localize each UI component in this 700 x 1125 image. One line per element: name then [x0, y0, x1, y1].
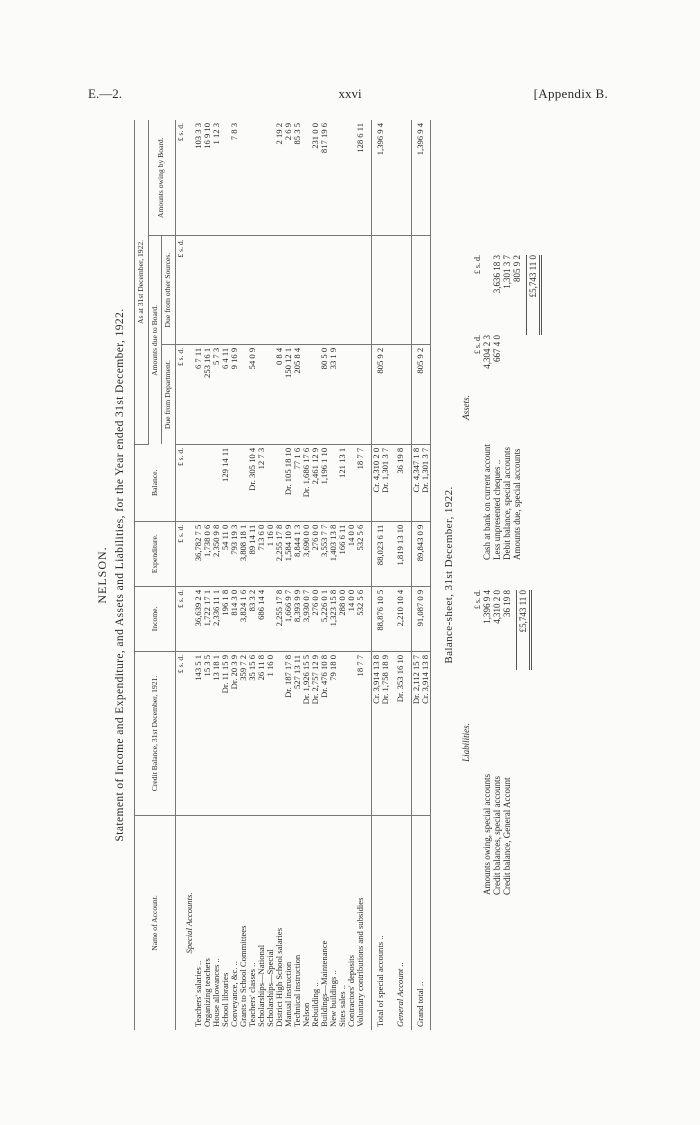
liability-amount: 1,396 9 4 — [481, 590, 492, 624]
owing-cell — [329, 120, 338, 236]
balance-cell: 121 13 1 — [338, 444, 347, 521]
expenditure-cell: 54 11 0 — [221, 521, 230, 586]
liability-label: Credit balances, special accounts — [491, 776, 502, 895]
balance-cell: Dr. 105 18 10 — [284, 444, 293, 521]
credit-balance-cell: 35 15 6 — [248, 651, 257, 815]
table-row — [266, 120, 275, 1030]
grand-total-income-line: 91,087 0 9 — [415, 589, 425, 627]
income-cell: 83 3 2 — [248, 586, 257, 651]
liability-amount: 4,310 2 0 — [491, 590, 502, 624]
due-from-other-cell — [311, 236, 320, 344]
asset-label: Less unpresented cheques .. — [491, 459, 502, 560]
account-name: District High School salaries — [273, 927, 284, 1027]
balance-cell: 77 1 6 — [293, 444, 302, 521]
account-name: Sites sales .. — [336, 984, 347, 1027]
table-row — [248, 120, 257, 1030]
due-from-dept-cell: 54 0 9 — [248, 344, 257, 444]
due-from-other-cell — [257, 236, 266, 344]
due-from-other-cell — [194, 236, 203, 344]
income-cell: 686 14 4 — [257, 586, 266, 651]
asset-row — [512, 255, 522, 560]
table-row — [257, 120, 266, 1030]
special-accounts-label: Special Accounts. — [183, 892, 194, 954]
units-cell: £ s. d. — [175, 651, 185, 815]
asset-row — [492, 255, 502, 560]
expenditure-cell: 3,808 18 1 — [239, 521, 248, 586]
owing-cell: 103 3 3 — [194, 120, 203, 236]
units-cell: £ s. d. — [175, 236, 185, 344]
total-special-balance-line: Cr. 4,310 2 0 — [370, 447, 381, 493]
credit-balance-cell: Dr. 20 3 9 — [230, 651, 239, 815]
table-row — [347, 120, 356, 1030]
income-cell: 3,930 0 7 — [302, 586, 311, 651]
table-row — [194, 120, 203, 1030]
general-other — [396, 236, 405, 344]
grand-total-balance — [411, 444, 430, 521]
credit-balance-cell: Dr. 476 10 8 — [320, 651, 329, 815]
owing-cell: 128 6 11 — [356, 120, 365, 236]
due-from-dept-cell: 150 12 1 — [284, 344, 293, 444]
expenditure-cell: 532 5 6 — [356, 521, 365, 586]
general-income-line: 2,210 10 4 — [394, 589, 405, 627]
appendix-label: [Appendix B. — [533, 86, 608, 101]
balance-cell: 1,196 1 10 — [320, 444, 329, 521]
general-owing — [396, 120, 405, 236]
credit-balance-cell: Dr. 187 17 8 — [284, 651, 293, 815]
assets-side — [461, 255, 542, 560]
due-from-dept-cell — [356, 344, 365, 444]
due-from-other-cell — [329, 236, 338, 344]
due-from-dept-cell — [347, 344, 356, 444]
expenditure-cell: 14 0 0 — [347, 521, 356, 586]
general-balance — [396, 444, 405, 521]
total-special-owing — [371, 120, 390, 236]
total-special-cb — [371, 651, 390, 815]
account-name: Nelson — [300, 1002, 311, 1027]
expenditure-cell: 8,844 1 3 — [293, 521, 302, 586]
expenditure-cell: 2,350 9 8 — [212, 521, 221, 586]
expenditure-cell: 166 6 11 — [338, 521, 347, 586]
owing-cell — [338, 120, 347, 236]
liability-label: Credit balance, General Account — [501, 777, 512, 895]
table-row — [239, 120, 248, 1030]
credit-balance-cell — [338, 651, 347, 815]
due-from-dept-cell: 33 1 9 — [329, 344, 338, 444]
owing-cell: 1 12 3 — [212, 120, 221, 236]
expenditure-cell: 713 6 0 — [257, 521, 266, 586]
units-cell: £ s. d. — [175, 444, 185, 521]
income-cell: 276 0 0 — [311, 586, 320, 651]
general-income — [396, 586, 405, 651]
table-row — [293, 120, 302, 1030]
credit-balance-cell: Dr. 2,757 12 9 — [311, 651, 320, 815]
table-row — [356, 120, 365, 1030]
total-special-income-line: 88,876 10 5 — [375, 589, 385, 631]
general-account-row — [396, 120, 405, 1030]
asset-sum: 3,636 18 3 — [491, 255, 502, 294]
grand-total-label — [411, 816, 430, 1031]
account-name: Contractors' deposits — [345, 955, 356, 1027]
col-credit-balance: Credit Balance, 31st December, 1921. — [135, 651, 176, 815]
balance-cell — [230, 444, 239, 521]
credit-balance-cell: 15 3 5 — [203, 651, 212, 815]
rotated-statement — [95, 120, 615, 1030]
expenditure-cell: 276 0 0 — [311, 521, 320, 586]
expenditure-cell: 793 19 3 — [230, 521, 239, 586]
account-name: Teachers' salaries .. — [192, 960, 203, 1027]
credit-balance-cell: 527 13 11 — [293, 651, 302, 815]
owing-cell: 16 9 10 — [203, 120, 212, 236]
assets-units-2: £ s. d. — [472, 255, 482, 275]
due-from-other-cell — [221, 236, 230, 344]
income-cell: 5,226 0 1 — [320, 586, 329, 651]
balance-cell — [194, 444, 203, 521]
units-cell: £ s. d. — [175, 521, 185, 586]
account-name: School libraries — [219, 972, 230, 1027]
due-from-dept-cell — [302, 344, 311, 444]
total-special-dept — [371, 344, 390, 444]
income-cell: 2,255 17 8 — [275, 586, 284, 651]
asset-label: Cash at bank on current account — [481, 444, 492, 560]
credit-balance-cell: 1 16 0 — [266, 651, 275, 815]
income-cell: 814 3 0 — [230, 586, 239, 651]
liability-row — [482, 590, 492, 895]
balance-cell: 2,461 12 9 — [311, 444, 320, 521]
grand-total-row — [411, 120, 430, 1030]
balance-cell: Dr. 305 10 4 — [248, 444, 257, 521]
income-cell: 36,639 2 4 — [194, 586, 203, 651]
asset-row — [482, 255, 492, 560]
due-from-other-cell — [356, 236, 365, 344]
grand-total-cb-line: Dr. 2,112 15 7 — [410, 654, 421, 705]
table-row — [302, 120, 311, 1030]
income-cell: 3,824 1 6 — [239, 586, 248, 651]
account-name: New buildings .. — [327, 970, 338, 1027]
col-name: Name of Account. — [135, 816, 176, 1031]
grand-total-other — [411, 236, 430, 344]
col-due-to-board: Amounts due to Board. — [148, 236, 162, 444]
general-cb — [396, 651, 405, 815]
credit-balance-cell: 143 5 1 — [194, 651, 203, 815]
col-balance: Balance. — [135, 444, 176, 521]
due-from-dept-cell: 205 8 4 — [293, 344, 302, 444]
general-dept — [396, 344, 405, 444]
due-from-dept-cell: 5 7 3 — [212, 344, 221, 444]
due-from-other-cell — [212, 236, 221, 344]
region-title: NELSON. — [95, 546, 109, 604]
account-name: Buildings—Maintenance — [318, 940, 329, 1027]
account-name: Scholarships—Special — [264, 949, 275, 1027]
grand-total-owing — [411, 120, 430, 236]
total-special-expenditure — [371, 521, 390, 586]
due-from-dept-cell: 6 7 11 — [194, 344, 203, 444]
asset-sum: 1,301 3 7 — [501, 255, 512, 289]
account-name: Technical instruction — [291, 954, 302, 1027]
credit-balance-cell: Dr. 1,926 15 5 — [302, 651, 311, 815]
expenditure-cell: 1,403 13 8 — [329, 521, 338, 586]
total-special-label-line: Total of special accounts .. — [375, 935, 385, 1027]
due-from-other-cell — [239, 236, 248, 344]
account-name: House allowances .. — [210, 958, 221, 1027]
grand-total-dept — [411, 344, 430, 444]
credit-balance-cell: 18 7 7 — [356, 651, 365, 815]
due-from-other-cell — [266, 236, 275, 344]
units-cell: £ s. d. — [175, 120, 185, 236]
liability-row — [502, 590, 512, 895]
owing-cell: 817 19 6 — [320, 120, 329, 236]
expenditure-cell: 1,738 0 6 — [203, 521, 212, 586]
liabilities-units: £ s. d. — [472, 590, 482, 610]
grand-total-balance-line: Dr. 1,301 3 7 — [419, 447, 430, 493]
owing-cell — [248, 120, 257, 236]
account-name: Manual instruction — [282, 961, 293, 1027]
grand-total-dept-line: 805 9 2 — [415, 347, 425, 374]
grand-total-cb-line: Cr. 3,914 13 8 — [419, 654, 430, 704]
asset-label: Amounts due, special accounts — [511, 448, 522, 560]
due-from-other-cell — [230, 236, 239, 344]
credit-balance-cell — [347, 651, 356, 815]
due-from-other-cell — [248, 236, 257, 344]
table-row — [320, 120, 329, 1030]
income-cell: 2,336 11 1 — [212, 586, 221, 651]
asset-amount: 667 4 0 — [491, 335, 502, 362]
asset-row — [502, 255, 512, 560]
account-name: Voluntary contributions and subsidies — [354, 897, 365, 1027]
statement-title: Statement of Income and Expenditure, and Assets and Liabilities, for the Year ended 31st December, 1922. — [114, 308, 126, 842]
expenditure-cell: 3,553 7 7 — [320, 521, 329, 586]
expenditure-cell: 89 14 11 — [248, 521, 257, 586]
asset-sum — [482, 255, 492, 335]
asset-amount — [502, 335, 512, 405]
balance-cell: 129 14 11 — [221, 444, 230, 521]
owing-cell — [257, 120, 266, 236]
section-label-row — [185, 120, 194, 1030]
assets-heading: Assets. — [460, 395, 471, 420]
balance-cell: 12 7 3 — [257, 444, 266, 521]
credit-balance-cell: Dr. 11 15 9 — [221, 651, 230, 815]
table-row — [221, 120, 230, 1030]
assets-units: £ s. d. — [472, 335, 482, 355]
grand-total-label-line: Grand total .. — [415, 981, 425, 1027]
income-cell: 196 1 8 — [221, 586, 230, 651]
asset-amount: 4,304 2 3 — [481, 335, 492, 369]
balance-cell — [266, 444, 275, 521]
expenditure-cell: 3,690 0 0 — [302, 521, 311, 586]
total-special-row — [371, 120, 390, 1030]
total-special-balance-line: Dr. 1,301 3 7 — [379, 447, 390, 493]
due-from-other-cell — [302, 236, 311, 344]
grand-total-owing-line: 1,396 9 4 — [415, 123, 425, 156]
balance-cell: Dr. 1,686 17 6 — [302, 444, 311, 521]
total-special-other — [371, 236, 390, 344]
total-special-cb-line: Dr. 1,758 18 9 — [379, 654, 390, 705]
col-due-from-dept: Due from Department. — [162, 344, 176, 444]
units-cell: £ s. d. — [175, 586, 185, 651]
col-due-from-other: Due from other Sources. — [162, 236, 176, 344]
income-cell: 288 0 0 — [338, 586, 347, 651]
credit-balance-cell: 359 7 2 — [239, 651, 248, 815]
liabilities-total: £5,743 11 0 — [516, 590, 532, 670]
balance-cell: 18 7 7 — [356, 444, 365, 521]
general-cb-line: Dr. 353 16 10 — [394, 654, 405, 703]
balance-cell — [203, 444, 212, 521]
table-row — [338, 120, 347, 1030]
page-ref: E.—2. — [88, 86, 122, 101]
account-name: Rebuilding .. — [309, 982, 320, 1027]
grand-total-income — [411, 586, 430, 651]
owing-cell: 85 3 5 — [293, 120, 302, 236]
asset-amount — [512, 335, 522, 405]
table-row — [329, 120, 338, 1030]
due-from-other-cell — [320, 236, 329, 344]
total-special-cb-line: Cr. 3,914 13 8 — [370, 654, 381, 704]
col-expenditure: Expenditure. — [135, 521, 176, 586]
owing-cell: 2 19 2 — [275, 120, 284, 236]
col-income: Income. — [135, 586, 176, 651]
account-name: Conveyance, &c. .. — [228, 961, 239, 1027]
liability-amount: 36 19 8 — [501, 590, 512, 617]
due-from-dept-cell — [338, 344, 347, 444]
income-cell: 1,722 17 1 — [203, 586, 212, 651]
liability-label: Amounts owing, special accounts — [481, 774, 492, 895]
due-from-dept-cell — [257, 344, 266, 444]
income-cell: 532 5 6 — [356, 586, 365, 651]
total-special-expenditure-line: 88,023 6 11 — [375, 524, 385, 566]
due-from-other-cell — [275, 236, 284, 344]
income-cell: 8,393 9 9 — [293, 586, 302, 651]
table-row — [212, 120, 221, 1030]
income-cell: 1,323 15 8 — [329, 586, 338, 651]
owing-cell — [239, 120, 248, 236]
account-name: Teachers' classes .. — [246, 962, 257, 1027]
income-cell: 1,666 9 7 — [284, 586, 293, 651]
liability-row — [492, 590, 502, 895]
total-special-income — [371, 586, 390, 651]
col-owing-by-board: Amounts owing by Board. — [148, 120, 175, 236]
asset-label: Debit balance, special accounts — [501, 447, 512, 560]
grand-total-balance-line: Cr. 4,347 1 8 — [410, 447, 421, 493]
expenditure-cell: 1,584 10 9 — [284, 521, 293, 586]
owing-cell: 7 8 3 — [230, 120, 239, 236]
due-from-dept-cell: 6 4 11 — [221, 344, 230, 444]
liabilities-side — [461, 590, 542, 895]
col-as-at: As at 31st December, 1922. — [135, 120, 149, 444]
general-label-line: General Account .. — [394, 962, 405, 1027]
account-name: Scholarships—National — [255, 944, 266, 1027]
general-expenditure — [396, 521, 405, 586]
grand-total-cb — [411, 651, 430, 815]
due-from-dept-cell: 9 16 9 — [230, 344, 239, 444]
account-name: Grants to School Committees — [237, 925, 248, 1027]
page-number: xxvi — [338, 86, 362, 101]
account-name: Organizing teachers — [201, 958, 212, 1027]
total-special-label — [371, 816, 390, 1031]
units-cell: £ s. d. — [175, 344, 185, 444]
credit-balance-cell: 26 11 8 — [257, 651, 266, 815]
grand-total-expenditure-line: 89,843 0 9 — [415, 524, 425, 562]
due-from-other-cell — [293, 236, 302, 344]
statement-table — [134, 120, 431, 1030]
general-expenditure-line: 1,819 13 10 — [394, 524, 405, 566]
credit-balance-cell: 13 18 1 — [212, 651, 221, 815]
due-from-other-cell — [347, 236, 356, 344]
total-special-dept-line: 805 9 2 — [375, 347, 385, 374]
due-from-dept-cell: 0 8 4 — [275, 344, 284, 444]
total-special-owing-line: 1,396 9 4 — [375, 123, 385, 156]
asset-sum: 805 9 2 — [511, 255, 522, 282]
assets-total: £5,743 11 0 — [526, 255, 542, 335]
general-balance-line: 36 19 8 — [394, 447, 405, 474]
due-from-other-cell — [338, 236, 347, 344]
balance-sheet-title: Balance-sheet, 31st December, 1922. — [442, 486, 455, 664]
owing-cell: 231 0 0 — [311, 120, 320, 236]
owing-cell: 2 6 9 — [284, 120, 293, 236]
balance-sheet — [461, 255, 542, 895]
table-row — [203, 120, 212, 1030]
statement-body — [175, 120, 430, 1030]
due-from-other-cell — [203, 236, 212, 344]
grand-total-expenditure — [411, 521, 430, 586]
credit-balance-cell: 79 18 0 — [329, 651, 338, 815]
due-from-dept-cell: 80 5 0 — [320, 344, 329, 444]
due-from-dept-cell: 253 16 1 — [203, 344, 212, 444]
expenditure-cell: 36,782 7 5 — [194, 521, 203, 586]
total-special-balance — [371, 444, 390, 521]
table-row — [275, 120, 284, 1030]
due-from-other-cell — [284, 236, 293, 344]
expenditure-cell: 1 16 0 — [266, 521, 275, 586]
table-row — [311, 120, 320, 1030]
general-label — [396, 816, 405, 1031]
income-cell: 14 0 0 — [347, 586, 356, 651]
expenditure-cell: 2,255 17 8 — [275, 521, 284, 586]
table-row — [230, 120, 239, 1030]
liabilities-heading: Liabilities. — [460, 723, 471, 762]
table-row — [284, 120, 293, 1030]
